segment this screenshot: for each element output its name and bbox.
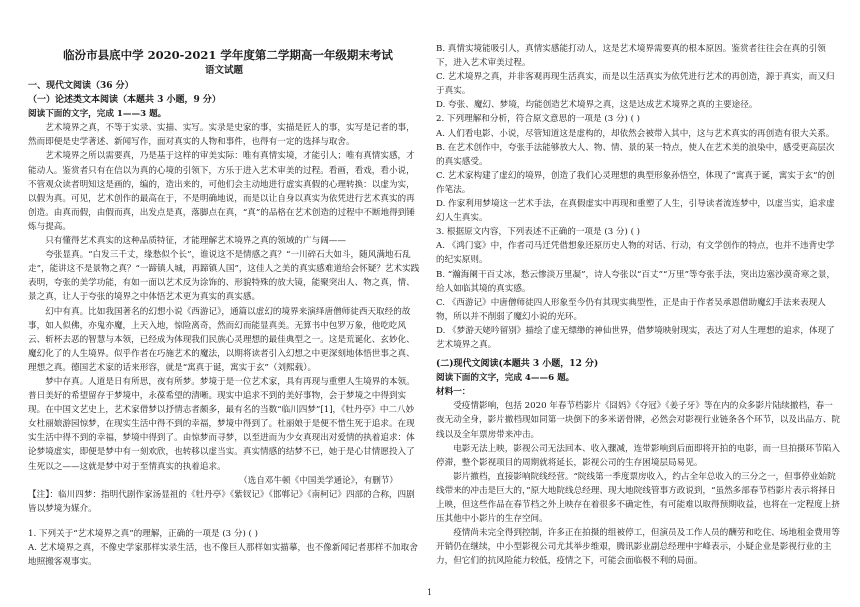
question-1: 1. 下列关于“艺术境界之真”的理解，正确的一项是 (3 分) ( ): [28, 528, 258, 539]
left-column: [28, 48, 420, 569]
material-paragraph: 电影无法上映，影视公司无法回本、收入骤减，连带影响到后面即将开拍的电影，而一旦拍摄环节陷入停滞，整个影视项目的周期就将延长，影视公司的生存困境层局易见。: [436, 443, 840, 468]
passage-paragraph: 只有懂得艺术真实的这种品质特征，才能理解艺术境界之真的领域的广与阔——: [45, 236, 346, 247]
question-option: D. 《梦游天姥吟留别》描绘了虚无缥缈的神仙世界，借梦境映射现实，表达了对人生理想的追求，体现了艺术境界之真。: [436, 325, 835, 350]
right-column: [436, 42, 840, 568]
page-number: 1: [427, 588, 433, 597]
question-2: 2. 下列理解和分析，符合原文意思的一项是 (3 分) ( ): [436, 114, 641, 125]
material-label: 材料一：: [436, 387, 471, 398]
question-option: D. 作家利用梦境这一艺术手法，在真假虚实中再现和重塑了人生，引导读者流连梦中，以虚当实，追求虚幻人生真实。: [436, 199, 835, 224]
question-option: C. 艺术境界之真，并非客观再现生活真实，而是以生活真实为依凭进行艺术的再创造，源于真实，而又归于真实。: [436, 72, 835, 97]
question-1-option-a: A. 艺术境界之真，不像史学家那样实录生活，也不像巨人那样如实描摹，也不像新闻记者那样不加取舍地照搬客观事实。: [28, 543, 418, 568]
exam-subtitle: 语文试题: [204, 65, 243, 76]
question-option: B. 真情实境能吸引人，真情实感能打动人，这是艺术境界需要真的根本原因。鉴赏者往往会在真的引领下，进入艺术审美过程。: [436, 44, 826, 69]
exam-title: 临汾市县底中学 2020-2021 学年度第二学期高一年级期末考试: [63, 48, 393, 62]
section-heading: 一、现代文阅读（36 分）: [28, 81, 134, 91]
passage-paragraph: 幻中有真。比如我国著名的幻想小说《西游记》，通篇以虚幻的境界来演绎唐僧师徒西天取经的故事，如人似佛，亦鬼亦魔，上天入地，惊险离奇，然而幻而能显真美。无算书中包罗万象，他吃吃风云、斩杯去恶的智慧与本领，已经成为体现我们民族心灵理想的最佳典型之一。这是荒诞化、玄妙化、魔幻化了的人生境界。似乎作者在巧施艺术的魔法，以期将读者引入幻想之中更深刻地体悟世事之真、理想之真。德国艺术家的话来形容，就是“寓真于诞，寓实于玄”（刘熙载）。: [28, 306, 415, 373]
question-option: A. 《鸿门宴》中，作者司马迁凭借想象还原历史人物的对话、行动，有文学创作的特点，也并不违背史学的纪实原则。: [436, 241, 835, 266]
question-option: B. 在艺术创作中，夸张手法能够放大人、物、情、景的某一特点，使人在艺术美的浪染中，感受更高层次的真实感受。: [436, 142, 835, 167]
reading-instruction: 阅读下面的文字，完成 1——3 题。: [28, 109, 167, 120]
question-option: C. 《西游记》中唐僧师徒四人形象至今仍有其现实典型性，正是由于作者吴承恩借助魔幻手法来表现人物，所以并不削弱了魔幻小说的光环。: [436, 297, 826, 322]
subsection-heading-2: (二)现代文阅读(本题共 3 小题，12 分): [436, 359, 599, 370]
passage-paragraph: 梦中存真。人道是日有所思，夜有所梦。梦境于是一位艺术家，具有再现与重塑人生境界的本领。普日美好的希望留存于梦境中，永葆希望的清晰。现实中追求不到的美好事物，会于梦境之中得到实现。在中国文艺史上，艺术家借梦以抒情志者颇多，最有名的当数“临川四梦”[1]，《牡丹亭》中二八妙女杜丽娘游园惊梦，在现实生活中得不到的幸福，梦境中得到了。杜丽娘于是便不惜生死于追求。在现实生活中得不到的幸福，梦境中得到了。由惊梦而寻梦，以至进而为少女真现出对爱情的执着追求：体论梦境虚实，即便是梦中有一刻欢欣，也转移以虚当实。真实情感的结梦不已，她于是心甘情愿投入了生死以之——这就是梦中对于至情真实的执着追求。: [28, 376, 415, 472]
passage-paragraph: 夸张显真。“白发三千丈，缘愁似个长”，谁说这不是情感之真？“一川碎石大如斗，随风满地石乱走”，能讲这不是景物之真？“一蹄镇人城，再蹄镇人国”，这佳人之美的真实感难道给会怀疑？艺术实践表明，夸张的美学功能，有如一面以艺术反为涂饰的、形貌特殊的放大镜，能聚突出人、物之真，情、景之真，让人于夸张的境界之中体悟艺术更为真实的真实感。: [28, 250, 420, 303]
question-option: B. “瀚海阑干百丈冰，愁云惨淡万里凝”，诗人夸张以“百丈”“万里”等夸张手法，突出边塞沙漠奇寒之景，给人如临其境的真实感。: [436, 269, 836, 294]
material-paragraph: 影片撤档，直接影响院线经营。“院线第一季度票房收入，约占全年总收入的三分之一，但事停业始院线带来的冲击是巨大的，”原大地院线总经理、现大地院线管事方政说到，“虽然多部春节档影片表示将择日上映，但这些作品在春节档之外上映存在着很多不确定性，有可能难以取得预期收益，也将在一定程度上挤压其他中小影片的生存空间。: [436, 471, 840, 525]
material-paragraph: 疫情尚未完全得到控制，许多正在拍摄的组被停工，但演员及工作人员的酬劳和吃住、场地租金费用等开销仍在继续，中小型影视公司尤其举步维艰，腾讯影业副总经理申宇峰表示，小疑企业是影视行业的主力，但它们的抗风险能力较低，疫情之下，可能会面临极不利的局面。: [436, 528, 840, 567]
question-3: 3. 根据原文内容，下列表述不正确的一项是 (3 分) ( ): [436, 227, 641, 238]
passage-paragraph: 艺术境界之真，不等于实录、实描、实写。实录是史家的事，实描是匠人的事，实写是记者的事，然而即便是史学著述、新闻写作，面对真实的人物和事件，也得有一定的选择与取舍。: [28, 123, 415, 148]
footnote: 【注】：临川四梦：指明代剧作家汤显祖的《牡丹亭》《紫钗记》《邯郸记》《南柯记》四部的合称，四剧皆以梦境为媒介。: [28, 489, 415, 514]
passage-paragraph: 艺术境界之所以需要真，乃是基于这样的审美实际：唯有真情实境，才能引人；唯有真情实感，才能动人。鉴赏者只有在信以为真的心境的引领下，方乐于进入艺术审美的过程。看画，看戏，看小说，不管观众读者明知这是画的，编的，造出来的，可他们会主动地进行虚实真假的心理转换：以虚为实，以假为真。可见，艺术创作的最高在于，不是明确地说，而是以让自身以真实为依凭进行艺术真实的再创造。由真而假，由假而真，出发点是真，落脚点在真，“真”的品格在艺术创造的过程中不断地得到锤炼与提高。: [28, 151, 415, 232]
passage-source: （选自邓牛顿《中国美学通论》，有删节）: [239, 475, 398, 486]
question-option: D. 夸张、魔幻、梦境，均能创造艺术境界之真，这是达成艺术境界之真的主要途径。: [436, 100, 758, 111]
subsection-heading: （一）论述类文本阅读（本题共 3 小题，9 分）: [28, 95, 221, 106]
question-option: C. 艺术家构建了虚幻的境界，创造了我们心灵理想的典型形象孙悟空，体现了“寓真于诞，寓实于玄”的创作笔法。: [436, 170, 835, 195]
question-option: A. 人们看电影、小说，尽管知道这是虚构的，却依然会被带入其中，这与艺术真实的再创造有很大关系。: [436, 128, 835, 139]
reading-instruction-2: 阅读下面的文字，完成 4——6 题。: [436, 373, 575, 384]
material-paragraph: 受疫情影响，包括 2020 年春节档影片《囧妈》《夺冠》《姜子牙》等在内的众多影片陆续撤档，春一夜无动全身，影片撤档现如同第一块倒下的多米诺骨牌，必然会对影视行业链条各个环节，以及出品方、院线以及全年票房带来冲击。: [436, 401, 840, 440]
